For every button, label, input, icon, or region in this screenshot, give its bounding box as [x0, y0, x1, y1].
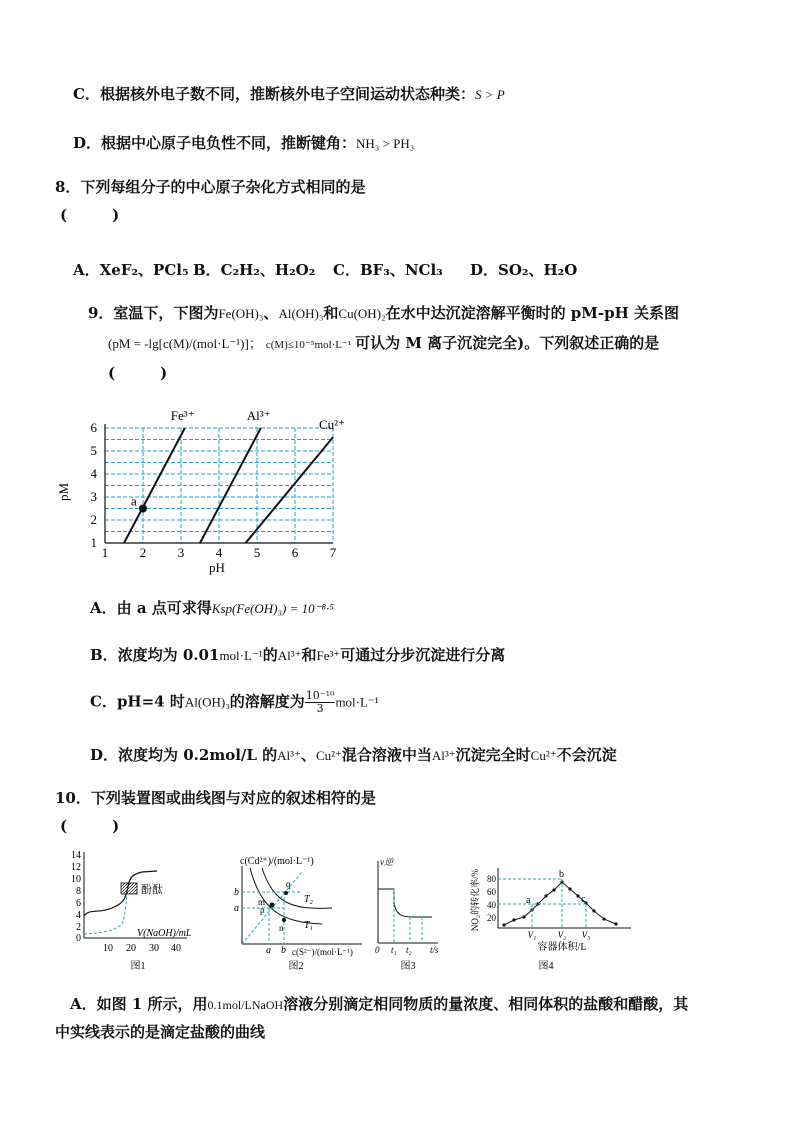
fig2-label-m: m — [258, 897, 266, 907]
fig2-curve-t2 — [262, 868, 332, 908]
option-d-formula: NH₃ > PH₃ — [356, 136, 415, 151]
series-line-Fe3+ — [124, 428, 185, 543]
q9-option-c — [90, 690, 379, 715]
x-tick-label: 3 — [177, 545, 185, 560]
y-tick-label: 3 — [90, 489, 97, 504]
y-tick-label: 6 — [90, 420, 97, 435]
fig4-ytick: 60 — [487, 887, 496, 897]
q9-d-h: Cu²⁺ — [530, 748, 557, 763]
y-tick-label: 2 — [90, 512, 97, 527]
q9-b-a: B．浓度均为 0.01 — [90, 646, 220, 664]
fig1-caption: 图1 — [130, 961, 146, 972]
series-label-Al3+: Al³⁺ — [246, 408, 271, 423]
q9-c-numerator: 10⁻¹⁰ — [305, 689, 335, 702]
q9-b-g: 可通过分步沉淀进行分离 — [340, 646, 506, 664]
fig4-marker — [522, 915, 525, 918]
q10-title: 10．下列装置图或曲线图与对应的叙述相符的是 — [55, 789, 376, 807]
y-tick-label: 5 — [90, 443, 97, 458]
fig2-label-q: q — [286, 879, 291, 889]
fig2-xtick-b: b — [281, 945, 286, 956]
figure-2 — [222, 852, 372, 975]
option-d-line — [73, 132, 414, 153]
q9-b-e: 和 — [301, 646, 317, 664]
fig3-x-label: t/s — [430, 945, 439, 955]
q10-option-a-line2: 中实线表示的是滴定盐酸的曲线 — [55, 1023, 266, 1041]
point-a — [139, 505, 147, 513]
q9-b-b: mol·L⁻¹ — [219, 648, 263, 663]
fig3-xtick: t₁ — [391, 945, 397, 955]
point-a-label: a — [131, 493, 137, 509]
fig2-caption: 图2 — [288, 961, 304, 972]
q9-c-a: C．pH=4 时 — [90, 692, 185, 711]
grid — [105, 428, 333, 543]
q8-blank: ( ) — [60, 206, 120, 224]
q9-l2-a: (pM = -lg[c(M)/(mol·L⁻¹)]； — [108, 336, 262, 351]
q9-l1-c: 、 — [263, 304, 279, 322]
q10-a-a: A．如图 1 所示，用 — [70, 995, 208, 1013]
q9-d-g: 沉淀完全时 — [455, 746, 531, 764]
q9-option-d — [90, 744, 617, 765]
fig3-curve — [378, 889, 432, 917]
fig4-xtick: V₃ — [581, 930, 591, 940]
fig4-ytick: 20 — [487, 913, 496, 923]
fig3-caption: 图3 — [400, 961, 416, 972]
q8-option-b: B．C₂H₂、H₂O₂ — [193, 261, 316, 279]
fig4-y-label: NO₂的转化率/% — [470, 868, 480, 932]
fig4-marker — [512, 918, 515, 921]
q9-l1-e: 和 — [323, 304, 339, 322]
fig4-ytick: 40 — [487, 900, 496, 910]
fig2-tick-b: b — [234, 887, 239, 898]
q9-b-c: 的 — [262, 646, 278, 664]
q9-option-b — [90, 644, 505, 665]
q9-b-d: Al³⁺ — [277, 648, 302, 663]
fig2-label-t1: T₁ — [304, 920, 314, 931]
fig4-marker — [614, 922, 617, 925]
q9-b-f: Fe³⁺ — [316, 648, 341, 663]
fig1-ytick: 4 — [76, 910, 81, 921]
fig2-tick-a: a — [234, 903, 239, 914]
fig2-point-m — [270, 903, 275, 908]
fig4-marker — [544, 894, 547, 897]
fig1-indicator-label: 酚酞 — [141, 884, 163, 896]
fig4-label-a: a — [526, 895, 531, 906]
option-c-text: C．根据核外电子数不同，推断核外电子空间运动状态种类： — [73, 85, 475, 103]
option-c-formula: S > P — [474, 87, 505, 102]
q10-a-c: 溶液分别滴定相同物质的量浓度、相同体积的盐酸和醋酸，其 — [283, 995, 689, 1013]
fig1-dashed-curve — [84, 888, 128, 934]
q9-d-d: Cu²⁺ — [315, 748, 342, 763]
x-tick-label: 6 — [291, 545, 299, 560]
q9-a-formula: Ksp(Fe(OH)₃) = 10⁻⁸·⁵ — [211, 601, 334, 616]
fig1-ytick: 2 — [76, 922, 81, 933]
fig2-point-q — [284, 891, 288, 895]
q9-d-a: D．浓度均为 0.2mol/L 的 — [90, 746, 278, 764]
q9-l1-a: 9．室温下，下图为 — [88, 304, 219, 322]
fig2-x-label: c(S²⁻)/(mol·L⁻¹) — [292, 947, 353, 957]
fig2-point-n — [282, 918, 286, 922]
q9-blank: ( ) — [108, 364, 168, 382]
fig4-label-b: b — [559, 869, 564, 880]
y-tick-label: 4 — [90, 466, 97, 481]
q9-pm-ph-chart — [55, 400, 375, 580]
figure-3 — [372, 855, 444, 975]
fig1-x-label: V(NaOH)/mL — [137, 928, 192, 939]
fig4-caption: 图4 — [538, 961, 554, 972]
option-c-line — [73, 83, 505, 104]
q9-c-d: mol·L⁻¹ — [335, 694, 379, 710]
series-line-Cu2+ — [246, 437, 333, 543]
fig2-y-label: c(Cd²⁺)/(mol·L⁻¹) — [240, 856, 314, 867]
fig2-label-p: p — [260, 905, 265, 915]
q9-l1-d: Al(OH)₃ — [278, 306, 324, 321]
fig4-label-c: c — [581, 894, 586, 905]
fig1-ytick: 10 — [71, 874, 81, 885]
fig3-xtick: 0 — [375, 945, 380, 955]
fig3-y-label: v逆 — [380, 857, 393, 867]
series-label-Fe3+: Fe³⁺ — [170, 408, 195, 423]
fig1-xtick: 30 — [149, 943, 159, 954]
y-tick-label: 1 — [90, 535, 97, 550]
option-d-text: D．根据中心原子电负性不同，推断键角： — [73, 134, 357, 152]
fig1-xtick: 40 — [171, 943, 181, 954]
q9-line2 — [108, 332, 659, 353]
q9-c-fraction — [305, 690, 336, 715]
q8-option-c: C．BF₃、NCl₃ — [333, 261, 443, 279]
fig1-xtick: 10 — [103, 943, 113, 954]
fig4-marker — [602, 917, 605, 920]
x-tick-label: 2 — [139, 545, 147, 560]
series-label-Cu2+: Cu²⁺ — [319, 417, 345, 433]
y-axis-label: pM — [56, 482, 71, 502]
figure-1 — [62, 850, 192, 975]
q9-d-c: 、 — [300, 746, 316, 764]
fig4-marker — [576, 894, 579, 897]
x-tick-label: 5 — [253, 545, 261, 560]
x-tick-label: 1 — [101, 545, 109, 560]
q9-l1-b: Fe(OH)₃ — [218, 306, 264, 321]
figure-4 — [466, 862, 641, 977]
fig1-ytick: 14 — [71, 850, 81, 861]
q9-c-denominator: 3 — [316, 702, 324, 715]
fig1-ytick: 8 — [76, 886, 81, 897]
fig1-ytick: 0 — [76, 933, 81, 944]
x-tick-label: 4 — [215, 545, 223, 560]
q9-line1 — [88, 302, 679, 323]
fig1-xtick: 20 — [126, 943, 136, 954]
fig4-marker — [592, 909, 595, 912]
tick-labels — [91, 420, 337, 560]
q9-l1-g: 在水中达沉淀溶解平衡时的 pM-pH 关系图 — [385, 304, 679, 322]
q10-a-b: 0.1mol/LNaOH — [207, 998, 284, 1012]
q9-d-i: 不会沉淀 — [556, 746, 617, 764]
q10-option-a-line1 — [70, 993, 688, 1014]
q9-c-b: Al(OH)₃ — [184, 694, 230, 710]
fig4-xtick: V₂ — [557, 930, 567, 940]
q9-a-text: A．由 a 点可求得 — [90, 599, 212, 617]
q9-l2-c: 可认为 M 离子沉淀完全)。下列叙述正确的是 — [355, 334, 660, 352]
q10-blank: ( ) — [60, 817, 120, 835]
q9-d-b: Al³⁺ — [277, 748, 301, 763]
q9-l1-f: Cu(OH)₂ — [338, 306, 386, 321]
fig3-xtick: t₂ — [406, 945, 412, 955]
fig4-marker — [568, 887, 571, 890]
x-axis-label: pH — [209, 560, 225, 575]
fig1-ytick: 12 — [71, 862, 81, 873]
q9-d-e: 混合溶液中当 — [341, 746, 432, 764]
fig2-xtick-a: a — [266, 945, 271, 956]
fig1-indicator-range — [121, 883, 137, 894]
fig4-xtick: V₁ — [527, 930, 537, 940]
x-tick-label: 7 — [329, 545, 337, 560]
q8-title: 8．下列每组分子的中心原子杂化方式相同的是 — [55, 178, 366, 196]
q8-option-a: A．XeF₂、PCl₅ — [73, 261, 189, 279]
fig1-ytick: 6 — [76, 898, 81, 909]
q9-l2-b: c(M)≤10⁻⁵mol·L⁻¹ — [265, 339, 352, 351]
q9-option-a — [90, 597, 334, 618]
q8-option-d: D．SO₂、H₂O — [470, 261, 578, 279]
fig4-marker — [502, 923, 505, 926]
fig2-label-n: n — [279, 923, 284, 933]
q9-c-c: 的溶解度为 — [229, 692, 305, 711]
q9-d-f: Al³⁺ — [431, 748, 456, 763]
fig2-label-t2: T₂ — [304, 894, 314, 905]
fig4-ytick: 80 — [487, 874, 496, 884]
fig4-marker — [552, 888, 555, 891]
fig4-x-label: 容器体积/L — [537, 942, 587, 953]
